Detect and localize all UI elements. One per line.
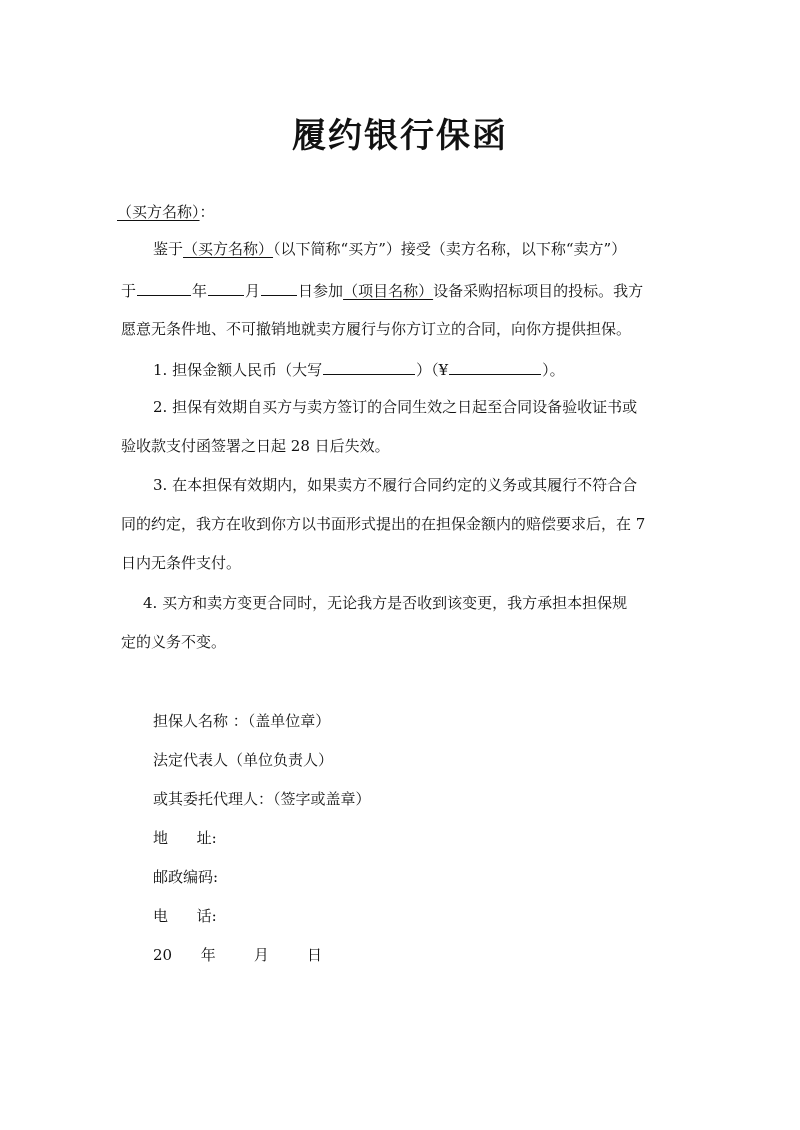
date-line: 20 年 月 日 — [153, 946, 322, 964]
clause-1-text: ）。 — [542, 361, 565, 379]
intro-text: 鉴于 — [153, 240, 184, 258]
clause-2-line-1: 2. 担保有效期自买方与卖方签订的合同生效之日起至合同设备验收证书或 — [153, 398, 638, 416]
clause-3-line-3: 日内无条件支付。 — [121, 554, 242, 572]
document-title: 履约银行保函 — [292, 116, 508, 156]
address-line: 地 址: — [153, 829, 217, 847]
amount-words-blank — [323, 358, 415, 375]
clause-2-line-2: 验收款支付函签署之日起 28 日后失效。 — [121, 437, 390, 455]
authorized-agent-line: 或其委托代理人：（签字或盖章） — [153, 790, 371, 808]
clause-1-text: 1. 担保金额人民币（大写 — [153, 361, 323, 379]
clause-4-line-1: 4. 买方和卖方变更合同时，无论我方是否收到该变更，我方承担本担保规 — [143, 594, 628, 612]
amount-figures-blank — [449, 358, 541, 375]
clause-1 — [153, 358, 565, 380]
day-label: 日参加 — [298, 282, 344, 300]
phone-line: 电 话: — [153, 907, 217, 925]
guarantor-name-line: 担保人名称 ：（盖单位章） — [153, 712, 331, 730]
addressee-colon: ： — [199, 203, 215, 221]
intro-line-3: 愿意无条件地、不可撤销地就卖方履行与你方订立的合同，向你方提供担保。 — [121, 320, 632, 338]
postcode-line: 邮政编码: — [153, 868, 219, 886]
clause-1-text: ）（¥ — [416, 361, 449, 379]
day-blank — [261, 279, 297, 296]
intro-line-1 — [153, 239, 626, 259]
intro-text: （以下简称“买方”）接受（卖方名称，以下称“卖方”） — [273, 240, 627, 258]
legal-representative-line: 法定代表人（单位负责人） — [153, 751, 334, 769]
intro-text: 于 — [121, 282, 137, 300]
intro-text: 设备采购招标项目的投标。我方 — [433, 282, 644, 300]
clause-3-line-2: 同的约定，我方在收到你方以书面形式提出的在担保金额内的赔偿要求后，在 7 — [121, 515, 646, 533]
buyer-name-placeholder: （买方名称） — [117, 203, 200, 221]
intro-line-2 — [121, 279, 643, 301]
month-blank — [208, 279, 244, 296]
addressee-line — [117, 202, 215, 222]
clause-4-line-2: 定的义务不变。 — [121, 633, 227, 651]
month-label: 月 — [245, 282, 261, 300]
project-name-placeholder: （项目名称） — [343, 282, 434, 300]
year-blank — [137, 279, 191, 296]
clause-3-line-1: 3. 在本担保有效期内，如果卖方不履行合同约定的义务或其履行不符合合 — [153, 476, 638, 494]
buyer-name-placeholder: （买方名称） — [183, 240, 274, 258]
year-label: 年 — [192, 282, 208, 300]
